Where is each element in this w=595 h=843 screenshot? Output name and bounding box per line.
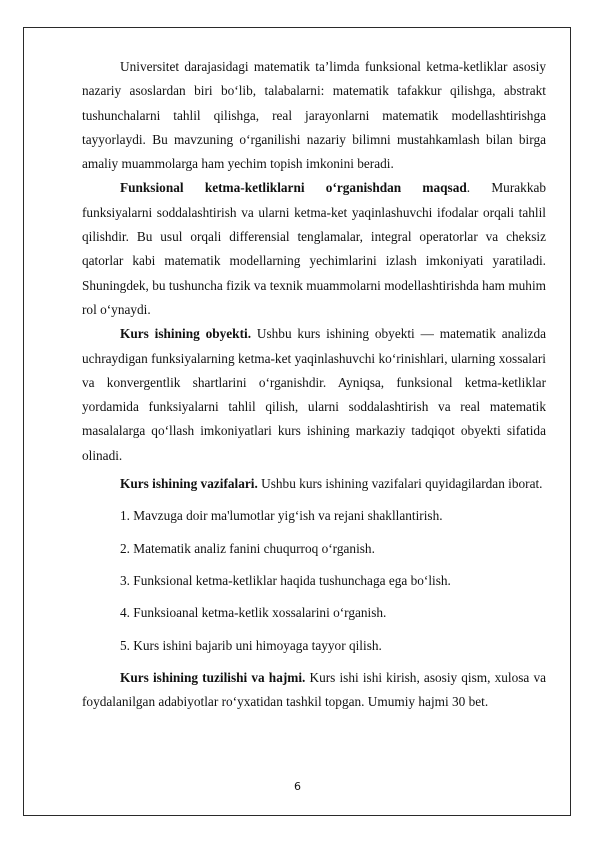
tasks-text: Ushbu kurs ishining vazifalari quyidagilardan iborat.: [257, 476, 543, 492]
purpose-paragraph: [82, 176, 546, 322]
structure-heading: Kurs ishining tuzilishi va hajmi.: [120, 669, 306, 685]
intro-paragraph: Universitet darajasidagi matematik ta’limda funksional ketma-ketliklar asosiy nazariy asoslardan biri bo‘lib, talabalarni: matematik tafakkur qilishga, abstrakt tushunchalarni tahlil qilishga, real jarayonlarni matematik modellashtirishga tayyorlaydi. Bu mavzuning o‘rganilishi nazariy bilimni mustahkamlash bilan birga amaliy muammolarga ham yechim topish imkonini beradi.: [82, 59, 546, 172]
object-paragraph: [82, 322, 546, 468]
purpose-heading: Funksional ketma-ketliklarni o‘rganishdan maqsad: [120, 180, 467, 196]
object-heading: Kurs ishining obyekti.: [120, 326, 252, 342]
task-item-3: 3. Funksional ketma-ketliklar haqida tushunchaga ega bo‘lish.: [120, 572, 451, 588]
task-item-1: 1. Mavzuga doir ma'lumotlar yig‘ish va rejani shakllantirish.: [120, 508, 443, 524]
document-body: [82, 55, 546, 714]
tasks-heading: Kurs ishining vazifalari.: [120, 476, 258, 492]
task-item-4: 4. Funksioanal ketma-ketlik xossalarini o‘rganish.: [120, 605, 387, 621]
object-text: Ushbu kurs ishining obyekti — matematik analizda uchraydigan funksiyalarning ketma-ket yaqinlashuvchi ko‘rinishlari, ularning xossalari va konvergentlik shartlarini o‘rganishdir. Ayniqsa, funksional ketma-ketliklar yordamida funksiyalarni tahlil qilish, ularni soddalashtirish va real matematik masalalarga qo‘llash imkoniyatlari kurs ishining markaziy tadqiqot obyekti sifatida olinadi.: [82, 326, 546, 463]
purpose-text: . Murakkab funksiyalarni soddalashtirish va ularni ketma-ket yaqinlashuvchi ifodalar orqali tahlil qilishdir. Bu usul orqali differensial tenglamalar, integral operatorlar va cheksiz qatorlar kabi matematik modellarning yechimlarini izlash imkoniyati yaratiladi. Shuningdek, bu tushuncha fizik va texnik muammolarni modellashtirishda ham muhim rol o‘ynaydi.: [82, 180, 547, 317]
tasks-paragraph: [82, 472, 546, 496]
structure-paragraph: [82, 666, 546, 715]
page-number: 6: [294, 780, 301, 793]
task-item-2: 2. Matematik analiz fanini chuqurroq o‘rganish.: [120, 540, 375, 556]
task-item-5: 5. Kurs ishini bajarib uni himoyaga tayyor qilish.: [120, 637, 382, 653]
structure-text: Kurs ishi ishi kirish, asosiy qism, xulosa va foydalanilgan adabiyotlar ro‘yxatidan tashkil topgan. Umumiy hajmi 30 bet.: [82, 669, 546, 710]
